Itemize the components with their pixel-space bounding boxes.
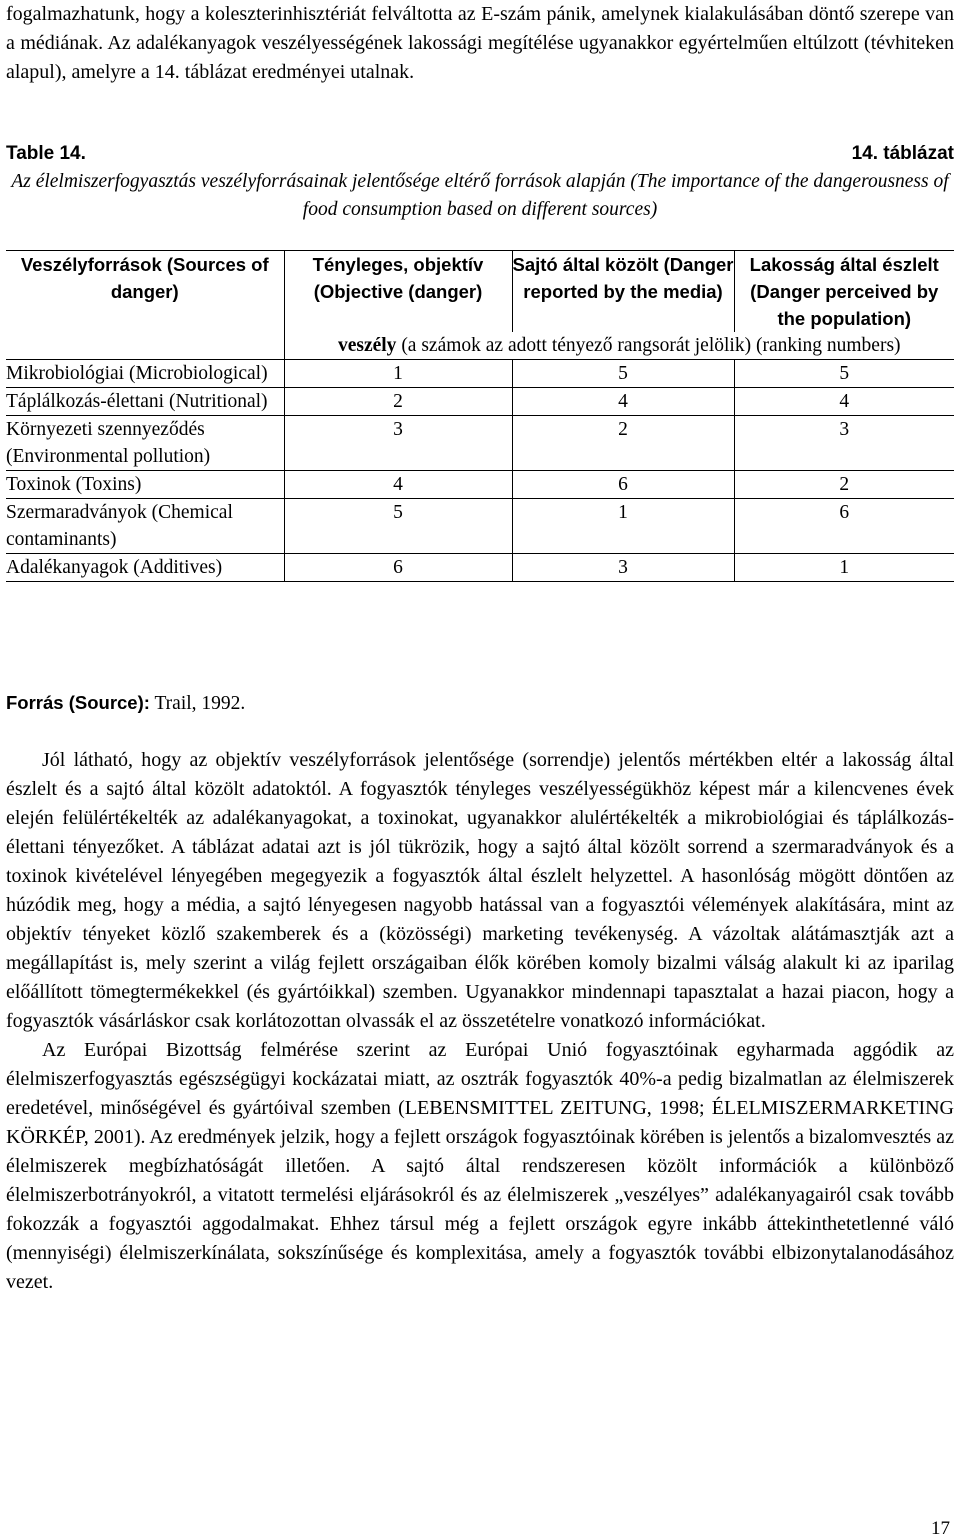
row-population: 6	[734, 499, 954, 554]
row-media: 6	[512, 471, 734, 499]
body-paragraph: Az Európai Bizottság felmérése szerint az Európai Unió fogyasztóinak egyharmada aggódik az élelmiszerfogyasztás egészségügyi kockázatai miatt, az osztrák fogyasztók 40%-a pedig bizalmatlan az élelmiszerek eredetével, minőségével és gyártóival szemben (LEBENSMITTEL ZEITUNG, 1998; ÉLELMISZERMARKETING KÖRKÉP, 2001). Az eredmények jelzik, hogy a fejlett országok fogyasztóinak körében is jelentős a bizalomvesztés az élelmiszerek megbízhatóságát illetően. A sajtó által rendszeresen közölt információk a különböző élelmiszerbotrányokról, a vitatott termelési eljárásokról és az élelmiszerek „veszélyes” adalékanyagairól csak tovább fokozzák a fogyasztói aggodalmakat. Ehhez társul még a fejlett országok egyre inkább áttekinthetetlenné váló (mennyiségi) élelmiszerkínálata, sokszínűsége és komplexitása, amely a fogyasztók további elbizonytalanodásához vezet.	[6, 1039, 954, 1293]
row-population: 5	[734, 360, 954, 388]
table-header-row	[6, 251, 954, 333]
row-objective: 3	[284, 416, 512, 471]
row-media: 4	[512, 388, 734, 416]
row-objective: 5	[284, 499, 512, 554]
table-row	[6, 416, 954, 471]
danger-sources-table	[6, 250, 954, 582]
row-source: Toxinok (Toxins)	[6, 471, 284, 499]
table-title: Az élelmiszerfogyasztás veszélyforrásainak jelentősége eltérő források alapján (The importance of the dangerousness of food consumption based on different sources)	[11, 171, 949, 220]
header-sources: Veszélyforrások (Sources of danger)	[6, 251, 284, 333]
source-value: Trail, 1992.	[149, 693, 246, 714]
row-population: 2	[734, 471, 954, 499]
page-number: 17	[931, 1518, 950, 1539]
row-objective: 4	[284, 471, 512, 499]
row-media: 5	[512, 360, 734, 388]
rank-note-row	[6, 332, 954, 360]
table-row	[6, 554, 954, 582]
row-population: 4	[734, 388, 954, 416]
header-media: Sajtó által közölt (Danger reported by the media)	[512, 251, 734, 333]
row-source: Szermaradványok (Chemical contaminants)	[6, 499, 284, 554]
table-source	[6, 692, 245, 715]
row-objective: 2	[284, 388, 512, 416]
row-objective: 6	[284, 554, 512, 582]
rank-note: veszély (a számok az adott tényező rangsorát jelölik) (ranking numbers)	[284, 332, 954, 360]
table-label-english: Table 14.	[6, 143, 86, 164]
row-source: Környezeti szennyeződés (Environmental pollution)	[6, 416, 284, 471]
row-population: 1	[734, 554, 954, 582]
table-row	[6, 471, 954, 499]
row-media: 3	[512, 554, 734, 582]
table-row	[6, 388, 954, 416]
table-caption-row	[6, 143, 954, 171]
row-source: Táplálkozás-élettani (Nutritional)	[6, 388, 284, 416]
header-objective: Tényleges, objektív (Objective (danger)	[284, 251, 512, 333]
body-paragraph: Jól látható, hogy az objektív veszélyforrások jelentősége (sorrendje) jelentős mértékben eltér a lakosság által észlelt és a sajtó által közölt adatoktól. A fogyasztók tényleges veszélyességükhöz képest már a kilencvenes évek elején felülértékelték az adalékanyagokat, a toxinokat, ugyanakkor alulértékelték a mikrobiológiai és táplálkozás-élettani tényezőket. A táblázat adatai azt is jól tükrözik, hogy a sajtó által közölt sorrend a szermaradványok és a toxinok kivételével lényegében megegyezik a fogyasztók által észlelt helyzettel. A hasonlóság mögött döntően az húzódik meg, hogy a média, a sajtó lényegesen nagyobb hatással van a fogyasztói vélemények alakítására, mint az objektív tényeket közlő szakemberek és a (közösségi) marketing tevékenység. A vázoltak alátámasztják azt a megállapítást is, mely szerint a világ fejlett országaiban élők körében komoly bizalmi válság alakult ki az iparilag előállított tömegtermékekkel (és gyártóikkal) szemben. Ugyanakkor mindennapi tapasztalat a hazai piacon, hogy a fogyasztók vásárláskor csak korlátozottan olvassák el az összetételre vonatkozó információkat.	[6, 749, 954, 1032]
source-label: Forrás (Source):	[6, 692, 150, 713]
row-media: 1	[512, 499, 734, 554]
table-row	[6, 499, 954, 554]
intro-paragraph: fogalmazhatunk, hogy a koleszterinhisztériát felváltotta az E-szám pánik, amelynek kialakulásában döntő szerepe van a médiának. Az adalékanyagok veszélyességének lakossági megítélése ugyanakkor egyértelműen eltúlzott (tévhiteken alapul), amelyre a 14. táblázat eredményei utalnak.	[6, 3, 954, 83]
table-label-hungarian: 14. táblázat	[851, 143, 954, 164]
row-population: 3	[734, 416, 954, 471]
row-media: 2	[512, 416, 734, 471]
row-objective: 1	[284, 360, 512, 388]
row-source: Adalékanyagok (Additives)	[6, 554, 284, 582]
header-population: Lakosság által észlelt (Danger perceived by the population)	[734, 251, 954, 333]
table-row	[6, 360, 954, 388]
row-source: Mikrobiológiai (Microbiological)	[6, 360, 284, 388]
body-text	[6, 746, 954, 1297]
